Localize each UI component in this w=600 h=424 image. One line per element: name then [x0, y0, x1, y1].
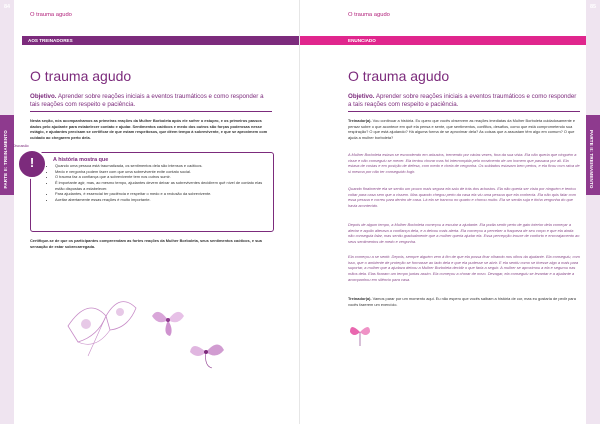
- objective-text: Aprender sobre reações iniciais a eventos traumáticos e como responder a tais reações com respeito e paciência.: [348, 93, 577, 109]
- exclamation-icon: [17, 149, 47, 179]
- list-item: • Aceitar abertamente essas reações é muito importante.: [55, 197, 271, 203]
- discussion-caption: Discussão: [13, 144, 29, 148]
- objective: [348, 93, 580, 110]
- trainer-label: Treinador(a).: [348, 118, 372, 123]
- page-title: O trauma agudo: [30, 68, 132, 84]
- page-number: 85: [589, 4, 597, 10]
- story-paragraph: Quando finalmente ela se sentiu um pouco mais segura ela saiu de trás dos arbustos. Ela não queria ser vista por ninguém e tentou voltar para casa sem que a vissem. Mas quando chegou perto da casa ela viu uma pessoa que ela conhecia. Ela não quis falar com essa pessoa e correu para dentro de casa. Lá ela se trancou no quarto e chorou muito. Ela se sentia suja e tinha vergonha do que havia acontecido.: [348, 186, 576, 208]
- right-side-strip: [586, 0, 600, 424]
- story-paragraph: A Mulher Borboleta estava se escondendo em arbustos, tremendo por várias vezes, fora da sua vista. Ela não queria que ninguém a visse e não conseguiu se mexer. Ela tentou chorar mas foi interrompida pelo movimento de um homem que passava por ali. Ela estava de costas e em posição de defesa, com medo e cheia de vergonha. Os soldados estavam bem pertos, e ela ficou com raiva de si mesma por não ter conseguido fugir.: [348, 152, 580, 174]
- trainer-text: Vou continuar a história. Eu quero que vocês observem as reações imediatas da Mulher Borboleta cuidadosamente e pensar sobre o que acontece em quê ela pensa e sente, que sentimentos, conflitos, desafios, como que está comprometendo sua respiração? O que está ajudando? Há alguma forma de se aproximar dela? As coisas que a assustam têm algo em comum? O que ajuda a mulher borboleta?: [348, 118, 576, 140]
- callout-title: A história mostra que: [53, 157, 109, 163]
- right-page: [300, 0, 600, 424]
- story-paragraph: Depois de algum tempo, a Mulher Borboleta começou a escutar a ajudante. Ela podia sentir perto de gato interior dela começar a alertar e aquilo alterava a confiança dela, e a deixou mais alerta. Ela começou a perceber a fraqueza de seu corpo e que ela ainda não conseguia falar, mas sentiu gradualmente que a mulher queria ajudar ela. Essa percepção trouxe de conforto e encorajamento ao seus sentimentos de medo e vergonha.: [348, 222, 580, 244]
- trainer-label: Treinador(a).: [348, 296, 372, 301]
- section-band: AOS TREINADORES: [22, 36, 300, 45]
- flower-illustration: [184, 330, 228, 370]
- list-item: • É importante agir, mas, ao mesmo tempo, ajudantes devem deixar as sobreviventes decidirem quê nível de contato elas estão dispostas a estabelecer.: [55, 180, 271, 191]
- objective: [30, 93, 270, 110]
- objective-label: Objetivo.: [348, 93, 375, 100]
- exclamation-mark: !: [29, 155, 35, 170]
- page-number: 84: [3, 4, 11, 10]
- story-paragraph: Ela começou a se sentir. Depois, sempre alguém vem à fim de que ela possa ficar olhando nos olhos da ajudante. Ela conseguiu, com isso, que o ambiente de proteção se formasse ao lado dela e que ela pudesse se abrir. E ela sentiu como se tivesse algo a mais para suportar, a mulher que a ajudava deixou a Mulher Borboleta decidir o que faria a seguir. A mulher se aproximou a ela e segurou nas mãos dela. Elas ficaram um tempo juntas assim. Ela começou a chorar de novo. Devagar, ela conseguiu se levantar e a ajudante a acompanhou em silêncio para casa.: [348, 254, 580, 282]
- objective-label: Objetivo.: [30, 93, 57, 100]
- list-item: • O trauma faz a confiança que a sobrevivente tem nos outros sumir.: [55, 174, 271, 180]
- discussion-callout: [13, 144, 274, 232]
- divider: [348, 111, 580, 112]
- flower-illustration: [148, 300, 188, 340]
- trainer-text: Vamos parar por um momento aqui. Eu não espero que vocês saibam a história de cor, mas eu gostaria de pedir para vocês fazerem um exercício.: [348, 296, 576, 307]
- callout-list: [49, 163, 271, 203]
- list-item: • Para ajudantes, é essencial ter paciência e respeitar o medo e a reclusão da sobrevivente.: [55, 191, 271, 197]
- butterfly-illustration: [58, 286, 144, 358]
- left-side-strip: [0, 0, 14, 424]
- side-label: PARTE II: TREINAMENTO: [589, 130, 594, 189]
- intro-paragraph: Nesta seção, nós acompanhamos as primeiras reações da Mulher Borboleta após ele sofrer o estupro, e os primeiros passos dados pelo ajudante para estabelecer contato e ajudar. Sentimentos caóticos e medo dos outros são forças poderosas nesse estágio, e ajudantes precisam se certificar de que estam respeitosos, que dêem tempo à sobrevivente, e que se aproximem com cuidado ao chegarem perto dela.: [30, 118, 268, 140]
- list-item: • Quando uma pessoa está traumatizada, os sentimentos dela são intensos e caóticos.: [55, 163, 271, 169]
- divider: [30, 111, 272, 112]
- running-head: O trauma agudo: [30, 12, 72, 18]
- side-label: PARTE II: TREINAMENTO: [3, 130, 8, 189]
- objective-text: Aprender sobre reações iniciais a eventos traumáticos e como responder a tais reações com respeito e paciência.: [30, 93, 264, 109]
- list-item: • Medo e vergonha podem fazer com que uma sobrevivente evite contato social.: [55, 169, 271, 175]
- trainer-instruction: [348, 118, 580, 141]
- trainer-instruction: [348, 296, 580, 307]
- page-title: O trauma agudo: [348, 68, 450, 84]
- running-head: O trauma agudo: [348, 12, 390, 18]
- section-band: ENUNCIADO: [300, 36, 586, 45]
- butterfly-illustration: [348, 318, 372, 348]
- closing-paragraph: Certifique-se de que os participantes compreendam as fortes reações da Mulher Borboleta, seus sentimentos caóticos, e sua sensação de estar sobrecarregada.: [30, 238, 262, 249]
